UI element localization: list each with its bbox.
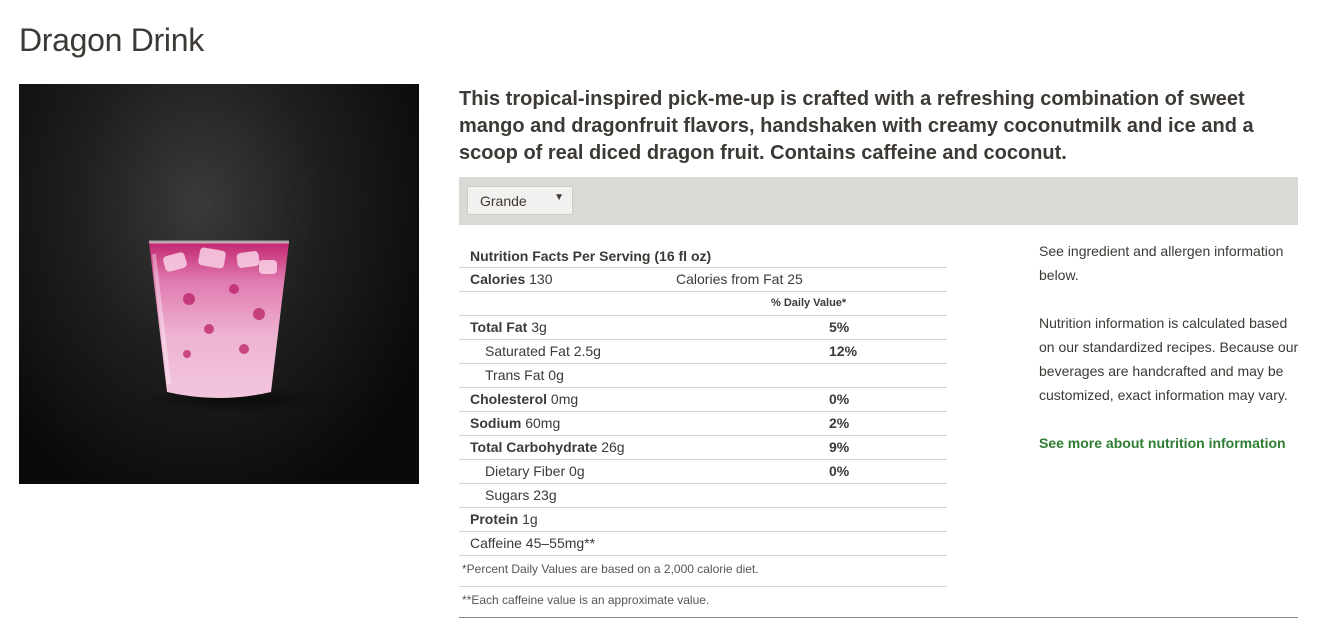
- size-selector-bar: [459, 177, 1298, 225]
- daily-value-header: % Daily Value*: [771, 297, 847, 309]
- nutrient-row: [459, 436, 947, 460]
- nutrient-daily-value: 5%: [829, 319, 850, 335]
- divider: [459, 617, 1298, 618]
- calories-value: 130: [529, 271, 553, 287]
- nutrient-label: Caffeine: [470, 535, 522, 551]
- nutrient-value: 0g: [569, 463, 585, 479]
- nutrient-daily-value: 9%: [829, 439, 850, 455]
- nutrient-value: 0g: [548, 367, 564, 383]
- nutrition-table: [459, 245, 947, 617]
- nutrient-label: Cholesterol: [470, 391, 548, 407]
- nutrient-daily-value: 0%: [829, 463, 850, 479]
- calories-label: Calories: [470, 271, 526, 287]
- nutrient-label: Total Fat: [470, 319, 528, 335]
- nutrient-row: [459, 460, 947, 484]
- product-description: This tropical-inspired pick-me-up is crafted with a refreshing combination of sweet mango and dragonfruit flavors, handshaken with creamy coconutmilk and ice and a scoop of real diced dragon fruit. Contains caffeine and coconut.: [459, 88, 1254, 164]
- calories-from-fat: Calories from Fat 25: [676, 271, 803, 287]
- nutrient-daily-value: 2%: [829, 415, 850, 431]
- size-select-value: Grande: [480, 193, 527, 209]
- nutrient-row: [459, 412, 947, 436]
- nutrient-daily-value: 0%: [829, 391, 850, 407]
- nutrient-row: [459, 364, 947, 388]
- nutrient-row: [459, 340, 947, 364]
- nutrition-info-link[interactable]: See more about nutrition information: [1039, 435, 1286, 451]
- footnote-caffeine: [459, 587, 947, 617]
- nutrient-value: 3g: [531, 319, 547, 335]
- product-title: Dragon Drink: [19, 22, 204, 58]
- nutrition-calc-text: Nutrition information is calculated based on our standardized recipes. Because our beverages are handcrafted and may be customized, exact information may vary.: [1039, 315, 1299, 403]
- nutrient-label: Protein: [470, 511, 519, 527]
- nutrient-label: Total Carbohydrate: [470, 439, 598, 455]
- nutrient-value: 2.5g: [573, 343, 601, 359]
- nutrient-row: [459, 508, 947, 532]
- nutrient-label: Sodium: [470, 415, 522, 431]
- nutrient-row: [459, 532, 947, 556]
- product-image: [19, 84, 419, 484]
- nutrient-label: Sugars: [485, 487, 530, 503]
- calories-row: [459, 268, 947, 292]
- drink-cup-illustration: [19, 84, 419, 484]
- allergen-info-text: See ingredient and allergen information below.: [1039, 243, 1284, 283]
- nutrient-label: Saturated Fat: [485, 343, 570, 359]
- nutrient-label: Dietary Fiber: [485, 463, 566, 479]
- nutrient-label: Trans Fat: [485, 367, 545, 383]
- nutrition-header-row: [459, 245, 947, 268]
- nutrient-value: 45–55mg**: [525, 535, 596, 551]
- nutrient-row: [459, 484, 947, 508]
- nutrient-value: 1g: [522, 511, 538, 527]
- nutrient-value: 0mg: [550, 391, 579, 407]
- nutrient-value: 60mg: [525, 415, 561, 431]
- size-select[interactable]: [467, 186, 573, 215]
- nutrition-side-info: [1039, 239, 1301, 479]
- daily-value-header-row: [459, 292, 947, 316]
- chevron-down-icon: ▼: [554, 192, 564, 203]
- nutrient-row: [459, 316, 947, 340]
- nutrient-value: 26g: [601, 439, 625, 455]
- nutrient-row: [459, 388, 947, 412]
- nutrient-value: 23g: [533, 487, 557, 503]
- footnote-daily-values-text: *Percent Daily Values are based on a 2,000 calorie diet.: [462, 562, 759, 576]
- footnote-caffeine-text: **Each caffeine value is an approximate value.: [462, 593, 710, 607]
- footnote-daily-values: [459, 556, 947, 587]
- nutrient-daily-value: 12%: [829, 343, 858, 359]
- nutrition-header: Nutrition Facts Per Serving (16 fl oz): [470, 248, 712, 264]
